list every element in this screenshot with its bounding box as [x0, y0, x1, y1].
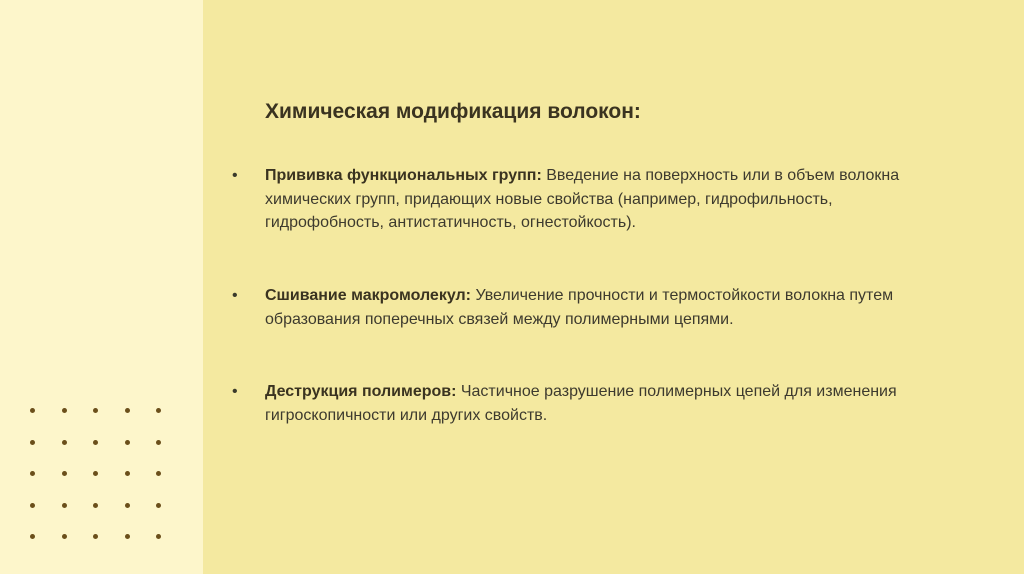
decorative-dot: [62, 503, 67, 508]
bullet-description: Введение на поверхность или в объем волокна химических групп, придающих новые свойства (например, гидрофильность, гидрофобность, антистатичность, огнестойкость).: [265, 167, 900, 231]
decorative-dot: [125, 503, 130, 508]
decorative-dot: [125, 534, 130, 539]
slide-title: Химическая модификация волокон:: [265, 100, 641, 123]
bullet-marker: •: [232, 287, 238, 304]
decorative-dot: [156, 408, 161, 413]
bullet-term: Деструкция полимеров:: [265, 383, 457, 400]
bullet-marker: •: [232, 383, 238, 400]
left-decorative-panel: [0, 0, 203, 574]
decorative-dot: [93, 471, 98, 476]
decorative-dot: [156, 471, 161, 476]
decorative-dot: [93, 440, 98, 445]
decorative-dot: [125, 440, 130, 445]
decorative-dot: [156, 503, 161, 508]
bullet-text: [265, 164, 920, 235]
decorative-dot: [93, 408, 98, 413]
bullet-term: Сшивание макромолекул:: [265, 287, 471, 304]
decorative-dot: [30, 440, 35, 445]
decorative-dot: [93, 503, 98, 508]
decorative-dot: [156, 440, 161, 445]
decorative-dot: [156, 534, 161, 539]
decorative-dot: [62, 440, 67, 445]
bullet-marker: •: [232, 167, 238, 184]
bullet-text: [265, 380, 920, 427]
bullet-description: Частичное разрушение полимерных цепей для изменения гигроскопичности или других свойств.: [265, 383, 897, 424]
decorative-dot: [30, 534, 35, 539]
bullet-term: Прививка функциональных групп:: [265, 167, 542, 184]
bullet-description: Увеличение прочности и термостойкости волокна путем образования поперечных связей между полимерными цепями.: [265, 287, 894, 328]
decorative-dot: [125, 408, 130, 413]
decorative-dot: [62, 471, 67, 476]
decorative-dot: [125, 471, 130, 476]
decorative-dot: [62, 534, 67, 539]
decorative-dot: [30, 503, 35, 508]
decorative-dot: [30, 471, 35, 476]
decorative-dot: [62, 408, 67, 413]
bullet-text: [265, 284, 920, 331]
dot-grid-decoration: [30, 408, 170, 548]
decorative-dot: [93, 534, 98, 539]
decorative-dot: [30, 408, 35, 413]
